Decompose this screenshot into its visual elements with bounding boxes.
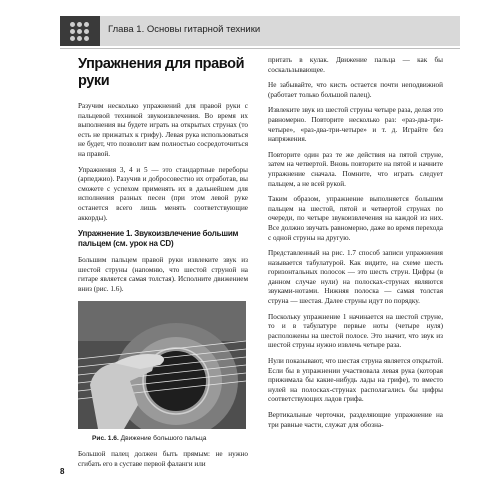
caption-text: Движение большого пальца [120, 434, 207, 442]
paragraph: притать в кулак. Движение пальца — как бы соскальзывающее. [268, 56, 443, 74]
dot-icon [77, 36, 82, 41]
header-rule [60, 48, 460, 49]
dot-icon [70, 22, 75, 27]
paragraph: Представленный на рис. 1.7 способ записи упражнения называется табулатурой. Как видите, на схеме шесть горизонтальных полосок — это шесть струн. Цифры (в данном случае нули) на полосках-струнах являются звуками-нотами. Нижняя полоска — самая толстая струна — шестая. Далее струны идут по порядку. [268, 249, 443, 306]
header-dots-logo [60, 16, 100, 46]
chapter-header [60, 16, 460, 46]
paragraph: Таким образом, упражнение выполняется большим пальцем на шестой, пятой и четвертой струнах по очереди, по четыре звукоизвлечения на каждой из них. Все должно звучать равномерно, даже во время перехода с одной струны на другую. [268, 195, 443, 242]
chapter-title: Глава 1. Основы гитарной техники [108, 24, 261, 35]
dot-icon [84, 22, 89, 27]
section-heading: Упражнения для правой руки [78, 56, 245, 89]
dot-icon [70, 36, 75, 41]
paragraph: Поскольку упражнение 1 начинается на шестой струне, то и в табулатуре первые ноты (четыре нуля) расположены на шестой полосе. Это значит, что звук из шестой струны нужно извлечь четыре раза. [268, 312, 443, 350]
paragraph: Извлеките звук из шестой струны четыре раза, делая это равномерно. Повторите несколько раз: «раз-два-три-четыре», «раз-два-три-четыре» и т. д. Играйте без напряжения. [268, 106, 443, 144]
dot-icon [77, 29, 82, 34]
dot-icon [84, 36, 89, 41]
paragraph: Разучим несколько упражнений для правой руки с пальцевой техникой звукоизвлечения. Во время их выполнения вы будете играть на открытых струнах (то есть не прижатых к грифу). Левая рука использоваться не будет, что позволит вам полностью сосредоточиться на правой. [78, 102, 248, 158]
dot-icon [84, 29, 89, 34]
paragraph: Вертикальные черточки, разделяющие упражнение на три равные части, служат для обозна- [268, 411, 443, 429]
paragraph: Повторите один раз те же действия на пятой струне, затем на четвертой. Вновь повторите на пятой и начните упражнение сначала. Помните, что играть следует пальцем, а не всей рукой. [268, 150, 443, 188]
right-column [268, 56, 443, 436]
paragraph: Упражнения 3, 4 и 5 — это стандартные переборы (арпеджио). Разучив и добросовестно их отработав, вы сможете с успехом применять их в дальнейшем для исполнения разных песен (при этом левой руке останется всего лишь менять соответствующие аккорды). [78, 165, 248, 222]
paragraph: Большим пальцем правой руки извлеките звук из шестой струны (напомню, что шестой струной на гитаре является самая толстая). Исполните движением вниз (рис. 1.6). [78, 256, 248, 293]
paragraph: Не забывайте, что кисть остается почти неподвижной (работает только большой палец). [268, 81, 443, 99]
left-column [78, 56, 248, 475]
exercise-subheading: Упражнение 1. Звукоизвлечение большим пальцем (см. урок на CD) [78, 229, 239, 249]
figure-caption [92, 435, 248, 444]
dot-icon [77, 22, 82, 27]
guitar-photo [78, 301, 246, 429]
caption-label: Рис. 1.6. [92, 434, 119, 442]
paragraph: Нули показывают, что шестая струна является открытой. Если бы в упражнении участвовала левая рука (которая прижимала бы какие-нибудь лады на грифе), то вместо нулей на полосках-струнах располагались бы цифры соответствующих ладов грифа. [268, 357, 443, 404]
dot-icon [70, 29, 75, 34]
paragraph: Большой палец должен быть прямым: не нужно сгибать его в суставе первой фаланги или [78, 450, 248, 468]
page-number: 8 [60, 467, 65, 476]
